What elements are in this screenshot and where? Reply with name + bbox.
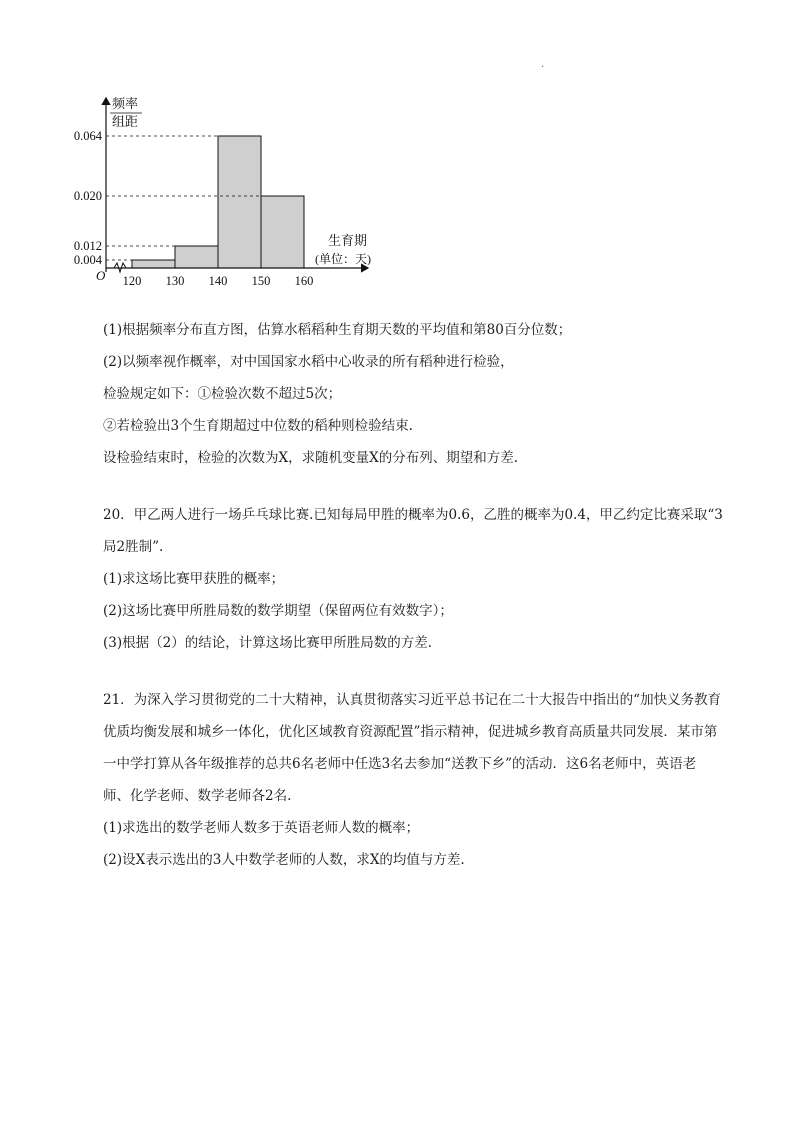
histogram-bar — [218, 136, 261, 268]
page-dot: · — [541, 62, 545, 73]
origin-label: O — [96, 268, 106, 283]
x-tick-label: 120 — [122, 274, 142, 288]
q20-part3: (3)根据（2）的结论，计算这场比赛甲所胜局数的方差. — [103, 635, 433, 651]
q20-stem-line2: 局2胜制”. — [103, 539, 164, 555]
q21-stem-line3: 一中学打算从各年级推荐的总共6名老师中任选3名去参加“送教下乡”的活动．这6名老师中，英语老 — [103, 756, 697, 772]
q21-stem-line1: 21．为深入学习贯彻党的二十大精神，认真贯彻落实习近平总书记在二十大报告中指出的“加快义务教育 — [103, 692, 722, 708]
q19-part1: (1)根据频率分布直方图，估算水稻稻种生育期天数的平均值和第80百分位数； — [103, 322, 572, 338]
x-tick-label: 140 — [208, 274, 228, 288]
q20-part1: (1)求这场比赛甲获胜的概率； — [103, 571, 285, 587]
q20-part2: (2)这场比赛甲所胜局数的数学期望（保留两位有效数字）； — [103, 603, 453, 619]
x-axis-unit: (单位：天) — [315, 252, 371, 266]
y-tick-label: 0.020 — [73, 189, 102, 203]
x-tick-label: 160 — [294, 274, 314, 288]
q21-stem-line4: 师、化学老师、数学老师各2名. — [103, 788, 292, 804]
histogram-bar — [261, 196, 304, 268]
q20-stem-line1: 20．甲乙两人进行一场乒乓球比赛.已知每局甲胜的概率为0.6，乙胜的概率为0.4，甲乙约定比赛采取“3 — [103, 507, 723, 523]
q19-rule2: ②若检验出3个生育期超过中位数的稻种则检验结束. — [103, 418, 413, 434]
q19-part2: (2)以频率视作概率，对中国国家水稻中心收录的所有稻种进行检验， — [103, 354, 514, 370]
q19-rule1: 检验规定如下：①检验次数不超过5次； — [103, 386, 342, 402]
q19-question: 设检验结束时，检验的次数为X，求随机变量X的分布列、期望和方差. — [103, 450, 519, 466]
x-tick-label: 150 — [251, 274, 271, 288]
histogram-bar — [132, 260, 175, 268]
q21-part1: (1)求选出的数学老师人数多于英语老师人数的概率； — [103, 820, 420, 836]
y-tick-label: 0.004 — [73, 253, 102, 267]
x-axis-label: 生育期 — [328, 233, 368, 248]
q21-part2: (2)设X表示选出的3人中数学老师的人数，求X的均值与方差. — [103, 852, 465, 868]
x-tick-label: 130 — [165, 274, 185, 288]
q21-stem-line2: 优质均衡发展和城乡一体化，优化区域教育资源配置”指示精神，促进城乡教育高质量共同发展．某市第 — [103, 724, 718, 740]
y-label-bottom: 组距 — [112, 114, 139, 129]
y-tick-label: 0.012 — [73, 239, 102, 253]
histogram-bar — [175, 246, 218, 268]
y-tick-label: 0.064 — [73, 129, 102, 143]
y-label-top: 频率 — [112, 96, 139, 111]
histogram-chart — [60, 88, 400, 298]
